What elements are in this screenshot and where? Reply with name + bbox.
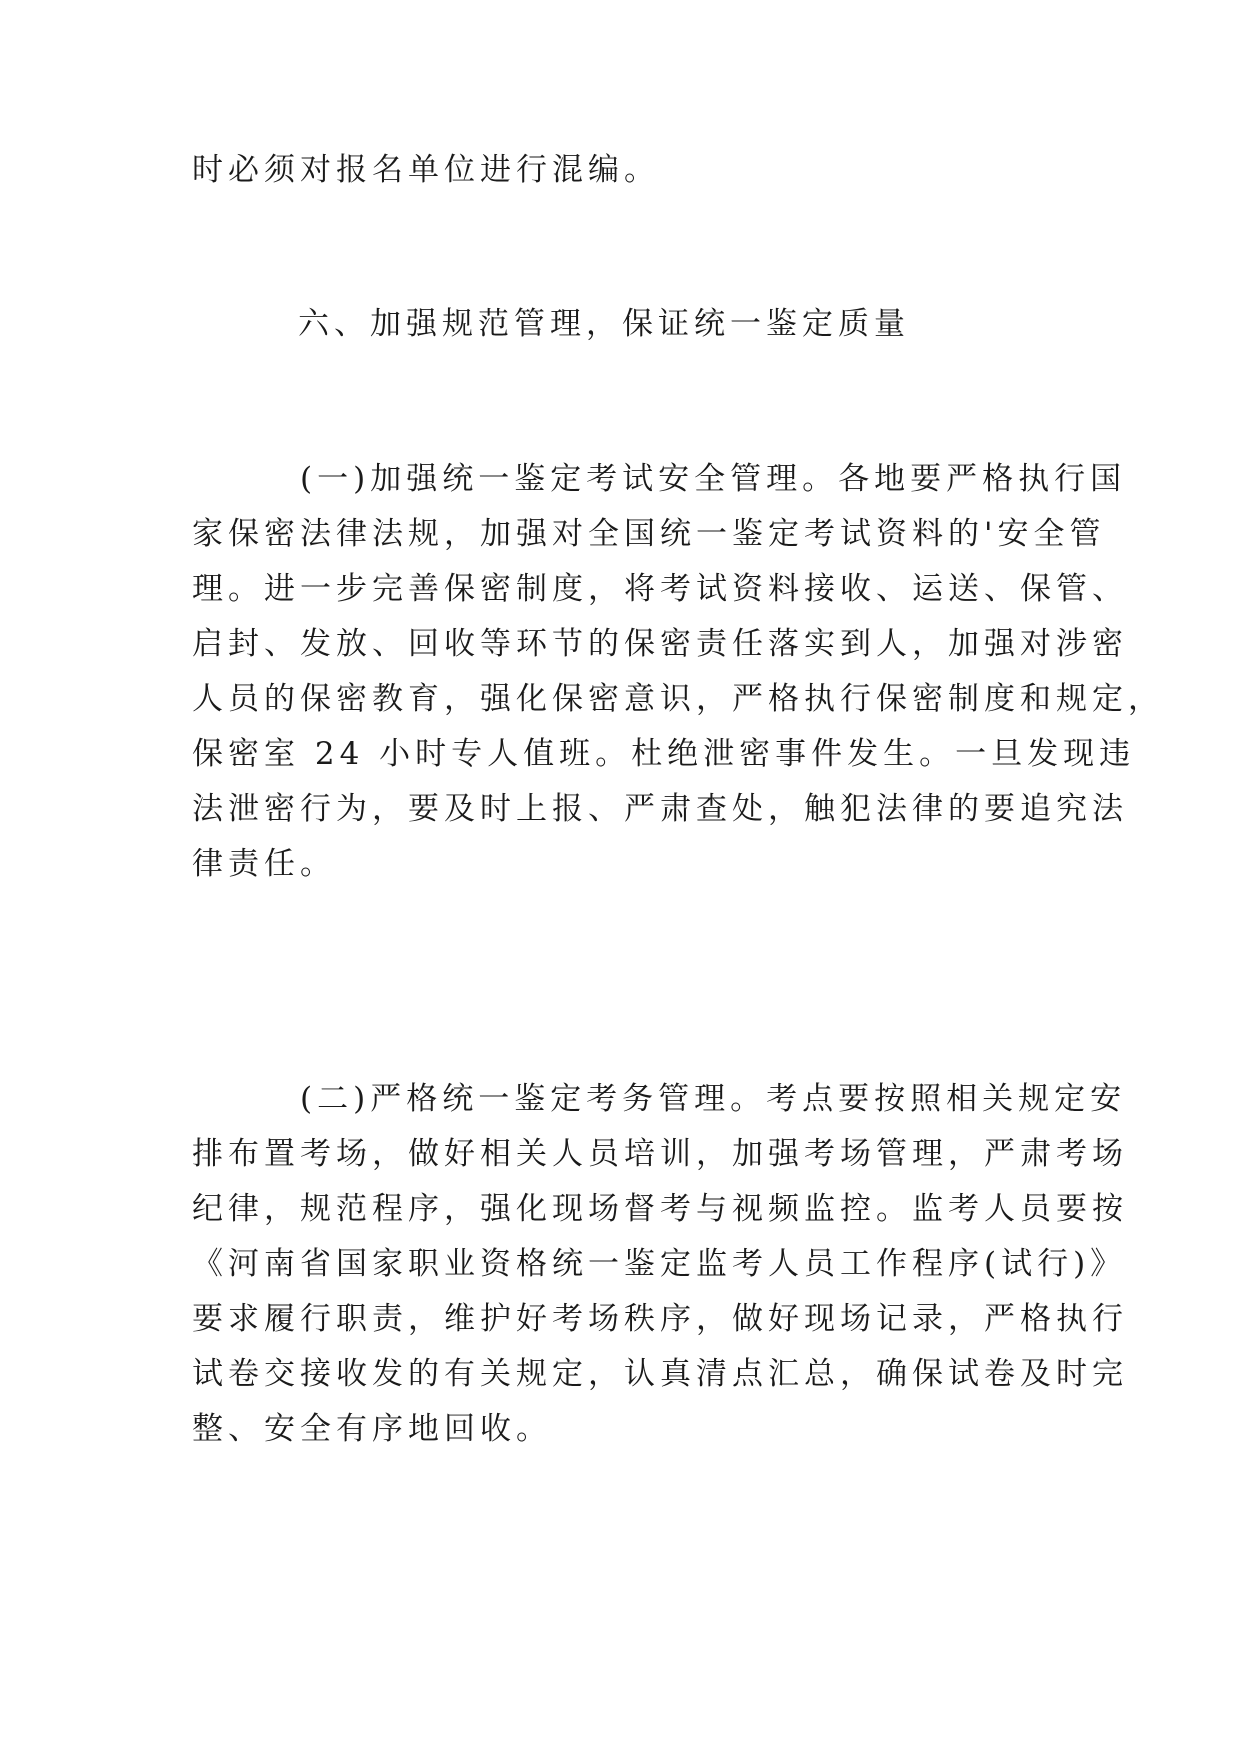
paragraph-line: 保密室 24 小时专人值班。杜绝泄密事件发生。一旦发现违 [192,736,1136,772]
paragraph-line: 理。进一步完善保密制度，将考试资料接收、运送、保管、 [192,571,1128,607]
continuation-line: 时必须对报名单位进行混编。 [192,152,660,188]
paragraph-line: 启封、发放、回收等环节的保密责任落实到人，加强对涉密 [192,626,1128,662]
paragraph-line: 《河南省国家职业资格统一鉴定监考人员工作程序(试行)》 [192,1246,1127,1282]
paragraph-line: 纪律，规范程序，强化现场督考与视频监控。监考人员要按 [192,1191,1128,1227]
paragraph-line: (二)严格统一鉴定考务管理。考点要按照相关规定安 [192,1081,1127,1117]
paragraph-line: 律责任。 [192,846,336,882]
paragraph-line: 家保密法律法规，加强对全国统一鉴定考试资料的'安全管 [192,516,1106,552]
paragraph-line: 整、安全有序地回收。 [192,1411,552,1447]
paragraph-line: 要求履行职责，维护好考场秩序，做好现场记录，严格执行 [192,1301,1128,1337]
section-heading: 六、加强规范管理，保证统一鉴定质量 [298,306,910,342]
paragraph-line: 排布置考场，做好相关人员培训，加强考场管理，严肃考场 [192,1136,1128,1172]
paragraph-line: 试卷交接收发的有关规定，认真清点汇总，确保试卷及时完 [192,1356,1128,1392]
paragraph-line: 人员的保密教育，强化保密意识，严格执行保密制度和规定， [192,681,1164,717]
paragraph-line: (一)加强统一鉴定考试安全管理。各地要严格执行国 [192,461,1127,497]
paragraph-line: 法泄密行为，要及时上报、严肃查处，触犯法律的要追究法 [192,791,1128,827]
